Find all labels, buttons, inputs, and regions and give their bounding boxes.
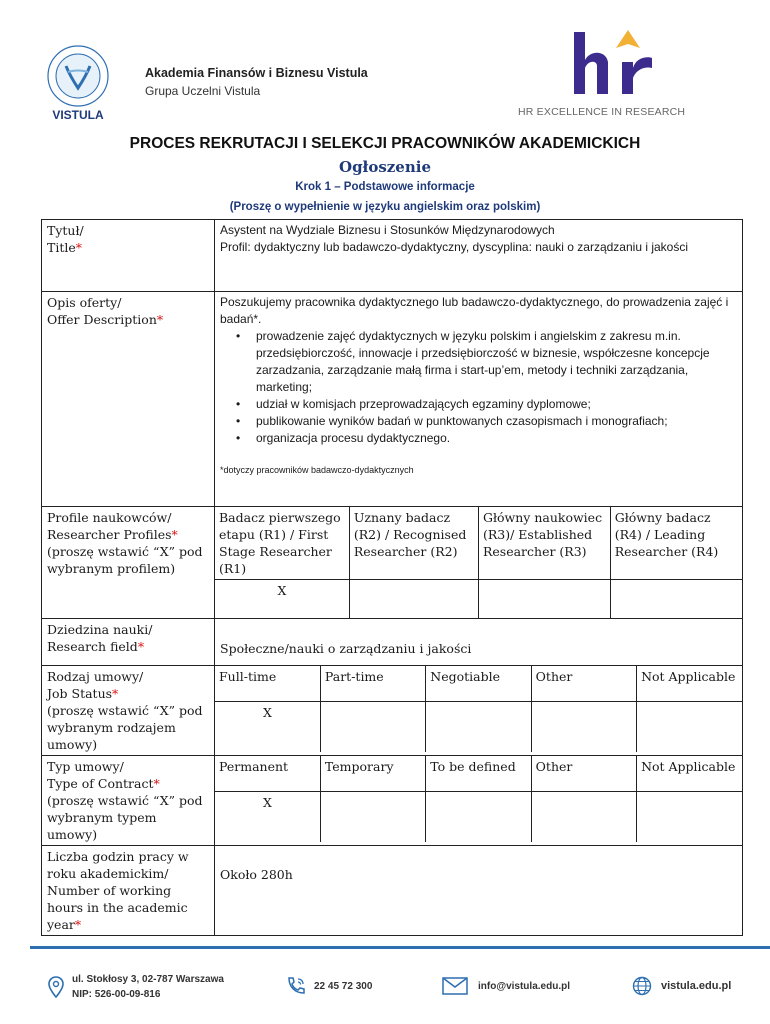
job-status-option: Part-time xyxy=(320,666,425,702)
contract-type-mark[interactable] xyxy=(531,792,636,842)
step-heading: Krok 1 – Podstawowe informacje xyxy=(295,181,475,193)
job-status-mark[interactable] xyxy=(531,702,636,752)
list-item: • udział w komisjach przeprowadzających egzaminy dyplomowe; xyxy=(256,396,737,413)
contract-type-option: Temporary xyxy=(320,756,425,792)
research-field-value: Społeczne/nauki o zarządzaniu i jakości xyxy=(215,618,743,665)
email-icon xyxy=(442,977,468,995)
university-name: Akademia Finansów i Biznesu Vistula xyxy=(145,66,368,80)
language-note: (Proszę o wypełnienie w języku angielskim oraz polskim) xyxy=(229,201,541,213)
svg-text:VISTULA: VISTULA xyxy=(52,108,104,122)
research-field-row xyxy=(42,618,743,665)
list-item: • prowadzenie zajęć dydaktycznych w języku polskim i angielskim z zakresu m.in. przedsiębiorczość, innowacje i przedsiębiorczość w biznesie, współczesne koncepcje zarzadzania, zarządzanie małą firma i start-up’em, metody i techniki zarządzania, marketing; xyxy=(256,328,737,396)
profile-option-r2: Uznany badacz (R2) / Recognised Researcher (R2) xyxy=(349,507,478,580)
required-marker: * xyxy=(171,527,178,542)
job-status-row xyxy=(42,665,743,755)
job-status-mark[interactable]: X xyxy=(215,702,320,752)
title-row xyxy=(42,220,743,292)
footnote: *dotyczy pracowników badawczo-dydaktycznych xyxy=(220,465,414,475)
list-item: • organizacja procesu dydaktycznego. xyxy=(256,430,737,447)
website-link[interactable]: vistula.edu.pl xyxy=(661,980,732,992)
contract-type-row xyxy=(42,755,743,845)
offer-description-label: Opis oferty/ Offer Description* xyxy=(42,292,215,507)
required-marker: * xyxy=(112,685,119,701)
contract-type-mark[interactable]: X xyxy=(215,792,320,842)
job-status-label: Rodzaj umowy/ Job Status* (proszę wstawić “X” pod wybranym rodzajem umowy) xyxy=(42,665,215,755)
research-field-label: Dziedzina nauki/ Research field* xyxy=(42,618,215,665)
contract-type-mark[interactable] xyxy=(426,792,531,842)
working-hours-row xyxy=(42,845,743,935)
contract-type-option: To be defined xyxy=(426,756,531,792)
job-status-grid xyxy=(215,666,742,752)
profile-option-r3: Główny naukowiec (R3)/ Established Researcher (R3) xyxy=(478,507,610,580)
letterhead xyxy=(0,0,770,125)
job-status-mark[interactable] xyxy=(426,702,531,752)
title-value: Asystent na Wydziale Biznesu i Stosunków Międzynarodowych Profil: dydaktyczny lub badawczo-dydaktyczny, dyscyplina: nauki o zarządzaniu i jakości xyxy=(215,220,743,292)
profile-mark-r1[interactable]: X xyxy=(215,580,349,618)
footer-divider xyxy=(30,946,770,949)
working-hours-label: Liczba godzin pracy w roku akademickim/ Number of working hours in the academic year* xyxy=(42,845,215,935)
list-item: • publikowanie wyników badań w punktowanych czasopismach i monografiach; xyxy=(256,413,737,430)
globe-icon xyxy=(632,976,652,996)
profile-mark-r4[interactable] xyxy=(610,580,742,618)
contract-type-grid xyxy=(215,756,742,842)
title-label: Tytuł/ Title* xyxy=(42,220,215,292)
duties-list xyxy=(220,328,737,447)
phone-icon xyxy=(285,976,307,996)
profile-option-r1: Badacz pierwszego etapu (R1) / First Stage Researcher (R1) xyxy=(215,507,349,580)
offer-description-value: Poszukujemy pracownika dydaktycznego lub badawczo-dydaktycznego, do prowadzenia zajęć i badań*. • prowadzenie zajęć dydaktycznych w języku polskim i angielskim z zakresu m.in. przedsiębiorczość, innowacje i przedsiębiorczość w biznesie, współczesne koncepcje zarzadzania, zarządzanie małą firma i start-up’em, metody i techniki zarządzania, marketing; • udział w komisjach przeprowadzających egzaminy dyplomowe; • publikowanie wyników badań w punktowanych czasopismach i monografiach; • organizacja procesu dydaktycznego. *dotyczy pracowników badawczo-dydaktycznych xyxy=(215,292,743,507)
address-line-1: ul. Stokłosy 3, 02-787 Warszawa xyxy=(72,974,224,985)
hr-excellence-label: HR EXCELLENCE IN RESEARCH xyxy=(518,106,686,118)
profile-option-r4: Główny badacz (R4) / Leading Researcher (R4) xyxy=(610,507,742,580)
document-subtitle: Ogłoszenie xyxy=(339,158,431,176)
job-status-option: Full-time xyxy=(215,666,320,702)
address-line-2: NIP: 526-00-09-816 xyxy=(72,989,161,1000)
job-status-option: Other xyxy=(531,666,636,702)
job-status-mark[interactable] xyxy=(637,702,742,752)
contract-type-option: Not Applicable xyxy=(637,756,742,792)
required-marker: * xyxy=(75,240,83,255)
university-seal-icon xyxy=(38,42,118,122)
required-marker: * xyxy=(156,312,164,327)
phone-number[interactable]: 22 45 72 300 xyxy=(314,981,373,992)
footer xyxy=(0,968,770,1018)
required-marker: * xyxy=(74,916,82,932)
required-marker: * xyxy=(153,775,160,791)
contract-type-option: Permanent xyxy=(215,756,320,792)
job-status-mark[interactable] xyxy=(320,702,425,752)
contract-type-option: Other xyxy=(531,756,636,792)
contract-type-mark[interactable] xyxy=(637,792,742,842)
university-group: Grupa Uczelni Vistula xyxy=(145,84,261,98)
profile-mark-r2[interactable] xyxy=(349,580,478,618)
working-hours-value: Około 280h xyxy=(215,845,743,935)
contract-type-mark[interactable] xyxy=(320,792,425,842)
document-title: PROCES REKRUTACJI I SELEKCJI PRACOWNIKÓW AKADEMICKICH xyxy=(129,135,641,152)
contract-type-label: Typ umowy/ Type of Contract* (proszę wstawić “X” pod wybranym typem umowy) xyxy=(42,755,215,845)
researcher-profiles-label: Profile naukowców/ Researcher Profiles* (proszę wstawić “X” pod wybranym profilem) xyxy=(42,507,215,619)
hr-excellence-logo-icon xyxy=(566,28,676,104)
email-address[interactable]: info@vistula.edu.pl xyxy=(478,981,570,992)
researcher-profiles-row xyxy=(42,507,743,619)
recruitment-form xyxy=(41,219,743,936)
required-marker: * xyxy=(137,638,145,654)
location-pin-icon xyxy=(48,976,64,998)
offer-description-row xyxy=(42,292,743,507)
profile-mark-r3[interactable] xyxy=(478,580,610,618)
job-status-option: Negotiable xyxy=(426,666,531,702)
researcher-profiles-grid xyxy=(215,507,742,618)
job-status-option: Not Applicable xyxy=(637,666,742,702)
